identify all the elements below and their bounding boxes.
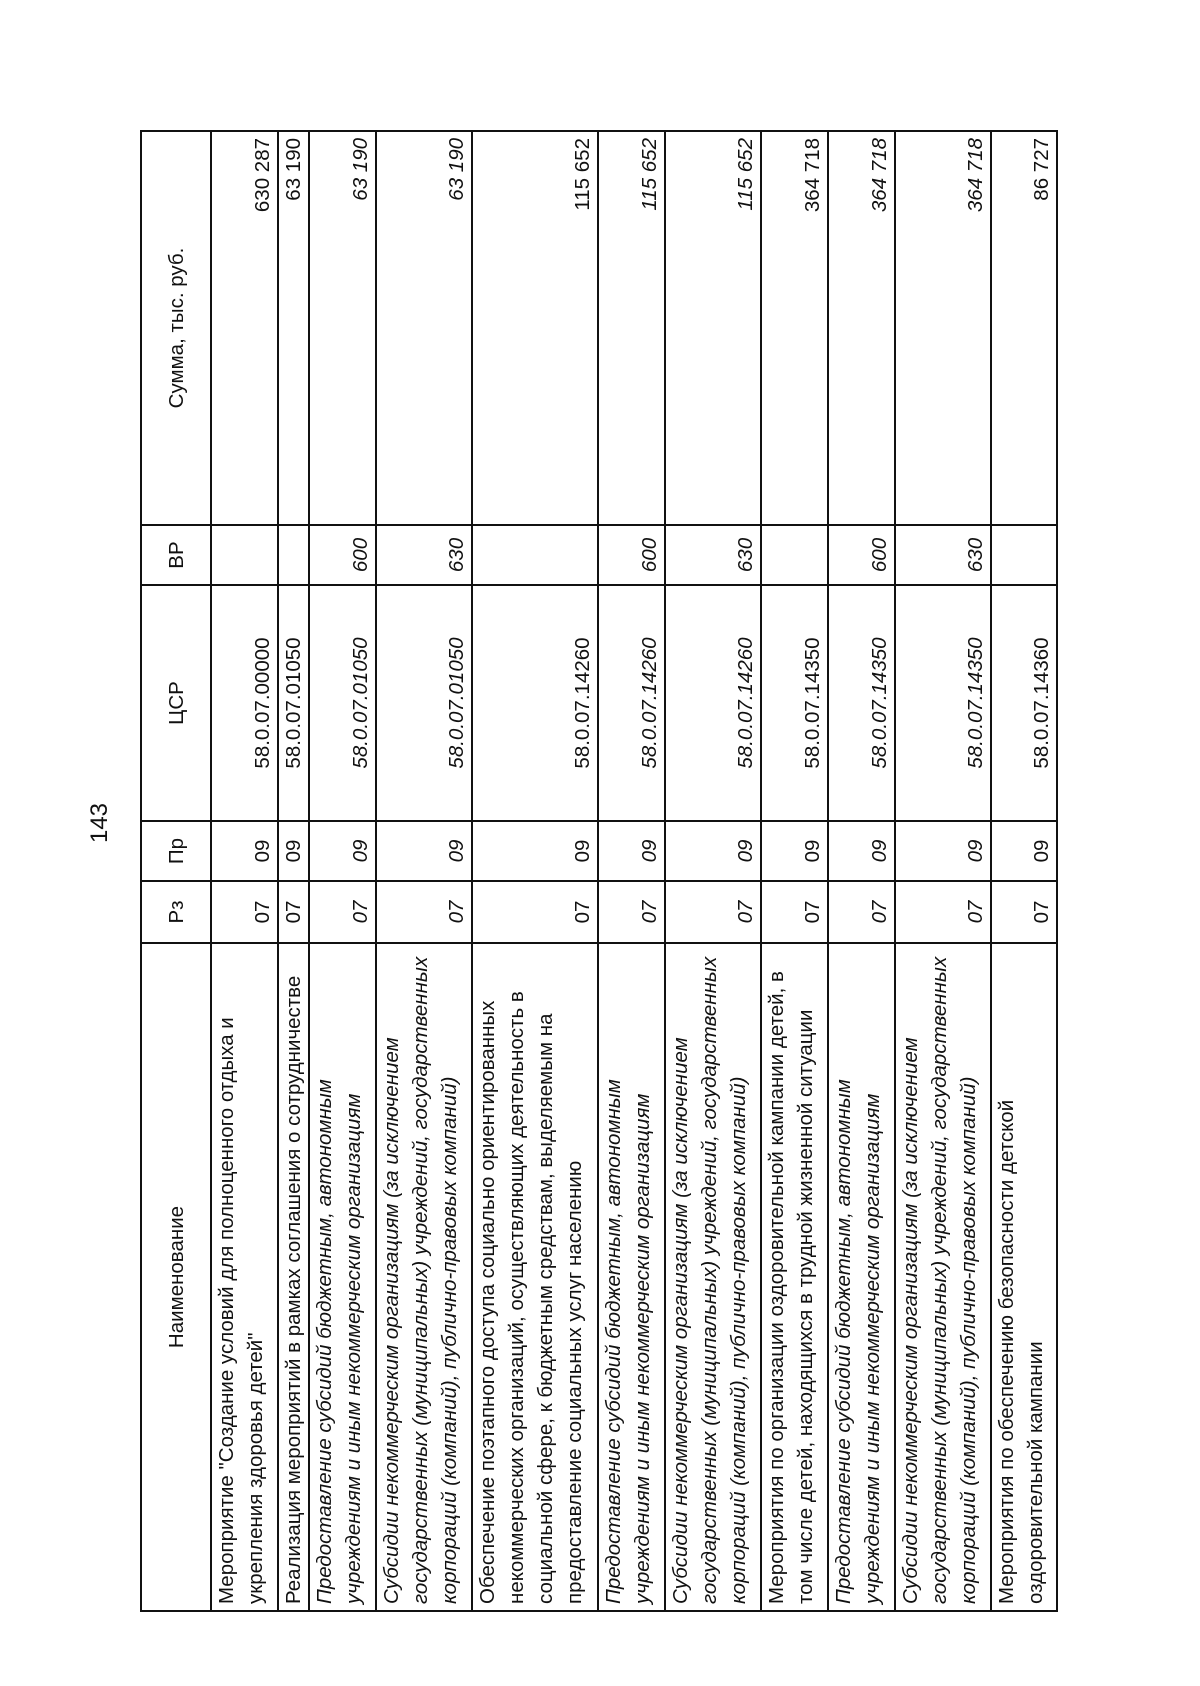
- cell-vr: [761, 525, 828, 585]
- cell-csr: 58.0.07.14350: [761, 585, 828, 821]
- cell-csr: 58.0.07.01050: [376, 585, 472, 821]
- cell-csr: 58.0.07.00000: [211, 585, 278, 821]
- cell-csr: 58.0.07.14350: [828, 585, 895, 821]
- cell-vr: 630: [895, 525, 991, 585]
- cell-vr: 630: [665, 525, 761, 585]
- table-body: [211, 131, 1057, 1611]
- table-row: [598, 131, 665, 1611]
- cell-vr: 600: [828, 525, 895, 585]
- cell-vr: [472, 525, 598, 585]
- header-csr: ЦСР: [141, 585, 211, 821]
- cell-rz: 07: [761, 881, 828, 943]
- cell-name: Субсидии некоммерческим организациям (за исключением государственных (муниципальных) учреждений, государственных корпораций (компаний), публично-правовых компаний): [376, 943, 472, 1611]
- cell-rz: 07: [598, 881, 665, 943]
- cell-csr: 58.0.07.14260: [472, 585, 598, 821]
- cell-sum: 364 718: [828, 131, 895, 525]
- header-sum: Сумма, тыс. руб.: [141, 131, 211, 525]
- cell-vr: 600: [309, 525, 376, 585]
- header-rz: Рз: [141, 881, 211, 943]
- cell-pr: 09: [598, 821, 665, 881]
- cell-csr: 58.0.07.14260: [598, 585, 665, 821]
- cell-pr: 09: [761, 821, 828, 881]
- table-row: [211, 131, 278, 1611]
- cell-pr: 09: [665, 821, 761, 881]
- cell-pr: 09: [309, 821, 376, 881]
- cell-name: Мероприятия по организации оздоровительной кампании детей, в том числе детей, находящихся в трудной жизненной ситуации: [761, 943, 828, 1611]
- cell-sum: 63 190: [309, 131, 376, 525]
- cell-vr: [278, 525, 309, 585]
- header-pr: Пр: [141, 821, 211, 881]
- cell-name: Субсидии некоммерческим организациям (за исключением государственных (муниципальных) учреждений, государственных корпораций (компаний), публично-правовых компаний): [665, 943, 761, 1611]
- table-row: [991, 131, 1057, 1611]
- cell-sum: 63 190: [278, 131, 309, 525]
- table-row: [761, 131, 828, 1611]
- cell-pr: 09: [278, 821, 309, 881]
- cell-pr: 09: [828, 821, 895, 881]
- cell-csr: 58.0.07.14350: [895, 585, 991, 821]
- cell-name: Предоставление субсидий бюджетным, автономным учреждениям и иным некоммерческим организациям: [598, 943, 665, 1611]
- cell-rz: 07: [472, 881, 598, 943]
- cell-name: Реализация мероприятий в рамках соглашения о сотрудничестве: [278, 943, 309, 1611]
- cell-name: Предоставление субсидий бюджетным, автономным учреждениям и иным некоммерческим организациям: [828, 943, 895, 1611]
- cell-sum: 364 718: [895, 131, 991, 525]
- cell-sum: 63 190: [376, 131, 472, 525]
- cell-csr: 58.0.07.01050: [278, 585, 309, 821]
- table-row: [376, 131, 472, 1611]
- cell-sum: 86 727: [991, 131, 1057, 525]
- table-row: [309, 131, 376, 1611]
- cell-name: Обеспечение поэтапного доступа социально ориентированных некоммерческих организаций, осуществляющих деятельность в социальной сфере, к бюджетным средствам, выделяемым на предоставление социальных услуг населению: [472, 943, 598, 1611]
- cell-sum: 115 652: [665, 131, 761, 525]
- cell-pr: 09: [211, 821, 278, 881]
- cell-sum: 115 652: [598, 131, 665, 525]
- cell-sum: 364 718: [761, 131, 828, 525]
- cell-name: Субсидии некоммерческим организациям (за исключением государственных (муниципальных) учреждений, государственных корпораций (компаний), публично-правовых компаний): [895, 943, 991, 1611]
- cell-name: Предоставление субсидий бюджетным, автономным учреждениям и иным некоммерческим организациям: [309, 943, 376, 1611]
- budget-table-container: [140, 132, 1053, 1612]
- cell-sum: 630 287: [211, 131, 278, 525]
- table-row: [278, 131, 309, 1611]
- cell-rz: 07: [376, 881, 472, 943]
- table-row: [895, 131, 991, 1611]
- cell-rz: 07: [895, 881, 991, 943]
- cell-sum: 115 652: [472, 131, 598, 525]
- header-vr: ВР: [141, 525, 211, 585]
- cell-rz: 07: [991, 881, 1057, 943]
- budget-table: [140, 130, 1058, 1612]
- cell-pr: 09: [376, 821, 472, 881]
- cell-csr: 58.0.07.14260: [665, 585, 761, 821]
- cell-csr: 58.0.07.14360: [991, 585, 1057, 821]
- cell-rz: 07: [211, 881, 278, 943]
- page-number: 143: [86, 802, 113, 844]
- cell-rz: 07: [278, 881, 309, 943]
- cell-csr: 58.0.07.01050: [309, 585, 376, 821]
- header-name: Наименование: [141, 943, 211, 1611]
- cell-vr: 600: [598, 525, 665, 585]
- cell-name: Мероприятие "Создание условий для полноценного отдыха и укрепления здоровья детей": [211, 943, 278, 1611]
- cell-rz: 07: [309, 881, 376, 943]
- table-row: [665, 131, 761, 1611]
- table-row: [472, 131, 598, 1611]
- cell-rz: 07: [828, 881, 895, 943]
- cell-rz: 07: [665, 881, 761, 943]
- cell-pr: 09: [895, 821, 991, 881]
- cell-pr: 09: [472, 821, 598, 881]
- cell-name: Мероприятия по обеспечению безопасности детской оздоровительной кампании: [991, 943, 1057, 1611]
- table-row: [828, 131, 895, 1611]
- cell-vr: [991, 525, 1057, 585]
- table-header-row: [141, 131, 211, 1611]
- cell-pr: 09: [991, 821, 1057, 881]
- cell-vr: 630: [376, 525, 472, 585]
- cell-vr: [211, 525, 278, 585]
